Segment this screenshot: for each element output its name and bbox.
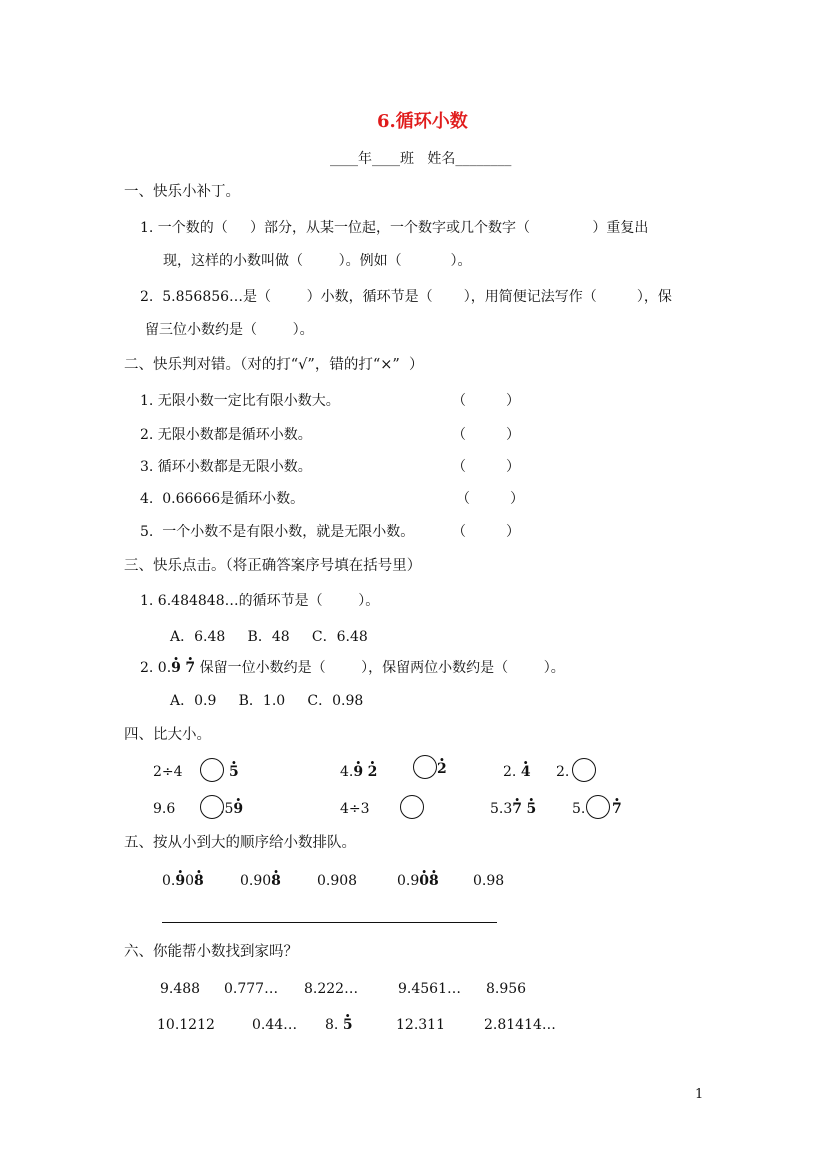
judge-item-4: 4. 0.66666是循环小数。 — [140, 491, 305, 507]
decimal-item: 0.44… — [252, 1017, 298, 1033]
compare-6-left — [490, 800, 536, 818]
decimal-item: 9.488 — [160, 981, 201, 997]
decimal-item: 9.4561… — [398, 981, 461, 997]
judge-item-2: 2. 无限小数都是循环小数。 — [140, 427, 312, 443]
section-5-heading: 五、按从小到大的顺序给小数排队。 — [124, 835, 356, 851]
repeating-digit: · 2 — [437, 760, 447, 778]
compare-1-left: 2÷4 — [153, 764, 183, 780]
judge-bracket-3: （ ） — [452, 459, 521, 475]
decimal-item: 8.222… — [304, 981, 359, 997]
repeating-digit: · 0 — [419, 872, 429, 890]
judge-item-3: 3. 循环小数都是无限小数。 — [140, 459, 312, 475]
choice-options-1: A．6.48 B．48 C．6.48 — [170, 629, 368, 645]
number-integer-part: 0.9 — [397, 873, 420, 889]
repeating-digit: · 8 — [194, 872, 204, 890]
compare-circle-6[interactable] — [586, 795, 610, 819]
section-3-heading: 三、快乐点击。（将正确答案序号填在括号里） — [124, 558, 422, 574]
judge-bracket-5: （ ） — [452, 524, 521, 540]
judge-bracket-4: （ ） — [456, 491, 525, 507]
number-integer-part: 4. — [340, 764, 354, 780]
compare-1-right — [229, 763, 239, 781]
q2-text: 保留一位小数约是（ ），保留两位小数约是（ ）。 — [199, 660, 565, 676]
choice-options-2: A．0.9 B．1.0 C．0.98 — [170, 693, 364, 709]
section-6-heading: 六、你能帮小数找到家吗？ — [124, 944, 298, 960]
number-integer-part: 5.3 — [490, 801, 513, 817]
decimal-item: 8.956 — [486, 981, 527, 997]
repeating-digit: · 9 — [175, 872, 185, 890]
compare-5-left: 4÷3 — [340, 801, 370, 817]
compare-3-right: 2. — [556, 764, 570, 780]
compare-6-right: 5. — [572, 801, 586, 817]
repeating-digit: · 9 — [171, 659, 181, 677]
choice-question-2 — [140, 659, 565, 677]
compare-circle-3[interactable] — [572, 758, 596, 782]
decimal-item — [325, 1016, 353, 1034]
repeating-digit: · 5 — [343, 1016, 353, 1034]
page-number: 1 — [695, 1087, 704, 1102]
question-1-2-line2: 留三位小数约是（ ）。 — [145, 322, 314, 338]
decimal-item: 0.777… — [224, 981, 279, 997]
compare-6-right-digit — [612, 800, 622, 818]
page-title: 6.循环小数 — [377, 111, 468, 132]
repeating-digit: · 2 — [368, 763, 378, 781]
judge-item-1: 1. 无限小数一定比有限小数大。 — [140, 393, 340, 409]
judge-item-5: 5. 一个小数不是有限小数，就是无限小数。 — [140, 524, 415, 540]
compare-2-right — [437, 760, 447, 778]
judge-bracket-2: （ ） — [452, 427, 521, 443]
number-integer-part: .5 — [220, 801, 234, 817]
section-2-heading: 二、快乐判对错。（对的打“√”，错的打“×” ） — [124, 357, 424, 373]
section-4-heading: 四、比大小。 — [124, 727, 211, 743]
decimal-item: 2.81414… — [484, 1017, 556, 1033]
repeating-digit: · 8 — [271, 872, 281, 890]
order-number-1 — [162, 872, 204, 890]
order-number-5: 0.98 — [473, 873, 505, 889]
judge-bracket-1: （ ） — [452, 393, 521, 409]
repeating-digit: · 9 — [353, 763, 363, 781]
decimal-item: 12.311 — [396, 1017, 445, 1033]
repeating-digit: · 5 — [229, 763, 239, 781]
compare-4-left: 9.6 — [153, 801, 176, 817]
compare-4-right — [220, 800, 243, 818]
number-integer-part: 0.90 — [240, 873, 272, 889]
repeating-digit: · 4 — [521, 763, 531, 781]
repeating-digit: · 7 — [612, 800, 622, 818]
choice-question-1: 1. 6.484848…的循环节是（ ）。 — [140, 593, 380, 609]
order-number-2 — [240, 872, 281, 890]
q2-prefix: 2. 0. — [140, 660, 172, 676]
answer-line[interactable] — [162, 922, 497, 923]
compare-2-left — [340, 763, 377, 781]
repeating-digit: · 7 — [185, 659, 195, 677]
compare-circle-2[interactable] — [413, 755, 437, 779]
decimal-item: 10.1212 — [157, 1017, 215, 1033]
order-number-4 — [397, 872, 439, 890]
question-1-1-line1: 1. 一个数的（ ）部分，从某一位起，一个数字或几个数字（ ）重复出 — [140, 220, 649, 236]
repeating-digit: · 9 — [233, 800, 243, 818]
number-integer-part: 2. — [503, 764, 517, 780]
repeating-digit: · 7 — [512, 800, 522, 818]
number-integer-part: 8. — [325, 1017, 339, 1033]
compare-circle-1[interactable] — [200, 758, 224, 782]
compare-circle-5[interactable] — [400, 795, 424, 819]
repeating-digit: · 8 — [429, 872, 439, 890]
section-1-heading: 一、快乐小补丁。 — [124, 184, 240, 200]
compare-3-left — [503, 763, 531, 781]
number-digit: 0 — [185, 873, 195, 889]
order-number-3: 0.908 — [317, 873, 358, 889]
class-name-line: ____年____班 姓名________ — [330, 151, 512, 167]
number-integer-part: 0. — [162, 873, 176, 889]
repeating-digit: · 5 — [526, 800, 536, 818]
question-1-2-line1: 2. 5.856856…是（ ）小数，循环节是（ ），用简便记法写作（ ），保 — [140, 289, 672, 305]
question-1-1-line2: 现，这样的小数叫做（ ）。例如（ ）。 — [163, 253, 472, 269]
